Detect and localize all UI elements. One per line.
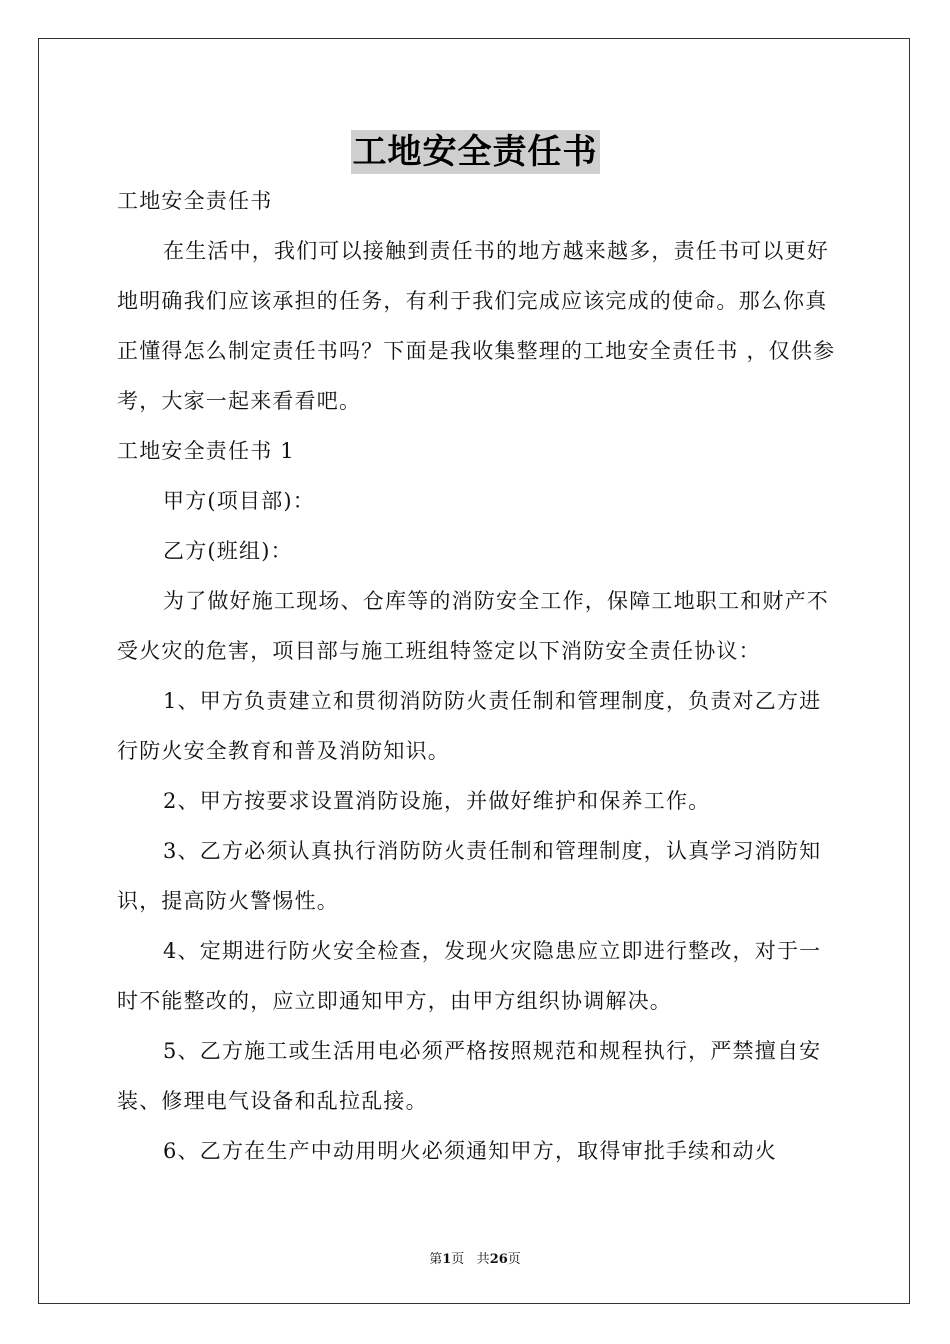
paragraph: 2、甲方按要求设置消防设施，并做好维护和保养工作。 bbox=[163, 789, 711, 813]
paragraph: 在生活中，我们可以接触到责任书的地方越来越多，责任书可以更好地明确我们应该承担的任务，有利于我们完成应该完成的使命。那么你真正懂得怎么制定责任书吗？下面是我收集整理的工地安全责任书 ，仅供参考，大家一起来看看吧。 bbox=[117, 239, 836, 413]
paragraph: 1、甲方负责建立和贯彻消防防火责任制和管理制度，负责对乙方进行防火安全教育和普及消防知识。 bbox=[117, 689, 822, 763]
paragraph: 甲方(项目部)： bbox=[163, 489, 315, 513]
total-suffix: 页 bbox=[507, 1252, 521, 1267]
document-title: 工地安全责任书 bbox=[352, 132, 598, 172]
paragraph: 工地安全责任书 1 bbox=[117, 439, 295, 463]
paragraph: 工地安全责任书 bbox=[117, 189, 273, 213]
page-number: 1 bbox=[442, 1252, 452, 1267]
page-footer bbox=[0, 1248, 950, 1267]
paragraph: 6、乙方在生产中动用明火必须通知甲方，取得审批手续和动火 bbox=[163, 1139, 777, 1163]
paragraph: 3、乙方必须认真执行消防防火责任制和管理制度，认真学习消防知识，提高防火警惕性。 bbox=[117, 839, 822, 913]
total-prefix: 共 bbox=[476, 1252, 490, 1267]
paragraph: 4、定期进行防火安全检查，发现火灾隐患应立即进行整改，对于一时不能整改的，应立即通知甲方，由甲方组织协调解决。 bbox=[117, 939, 822, 1013]
paragraph: 乙方(班组)： bbox=[163, 539, 293, 563]
document-title-wrap bbox=[0, 124, 950, 173]
page-prefix: 第 bbox=[429, 1252, 443, 1267]
document-body bbox=[117, 176, 837, 1176]
paragraph: 5、乙方施工或生活用电必须严格按照规范和规程执行，严禁擅自安装、修理电气设备和乱拉乱接。 bbox=[117, 1039, 822, 1113]
paragraph: 为了做好施工现场、仓库等的消防安全工作，保障工地职工和财产不受火灾的危害，项目部与施工班组特签定以下消防安全责任协议： bbox=[117, 589, 829, 663]
page-suffix: 页 bbox=[451, 1252, 465, 1267]
total-pages: 26 bbox=[489, 1252, 508, 1267]
